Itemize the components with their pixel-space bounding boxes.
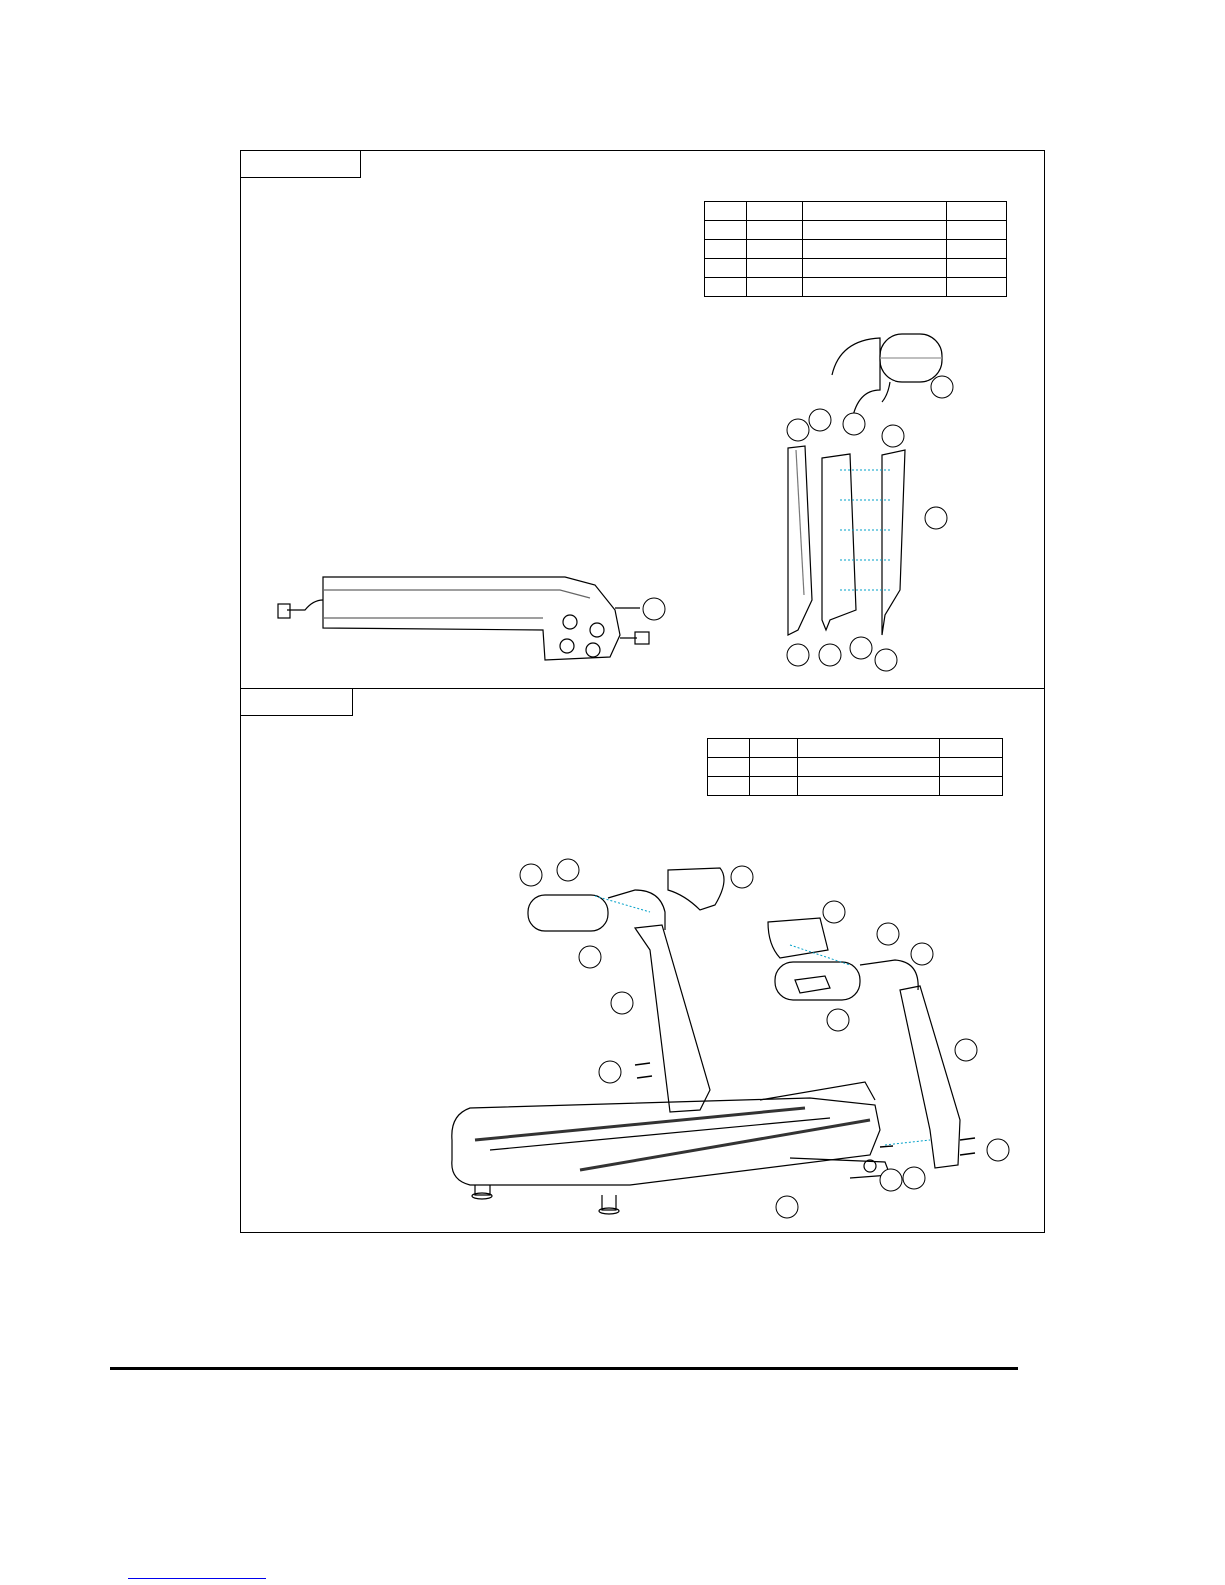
table-cell xyxy=(940,739,1003,758)
table-row xyxy=(708,777,1003,796)
table-cell xyxy=(802,259,946,278)
treadmill-assembly-drawing xyxy=(430,850,1040,1225)
step-2-label xyxy=(240,688,353,716)
step-divider xyxy=(240,688,1045,689)
table-cell xyxy=(746,221,802,240)
table-row xyxy=(708,739,1003,758)
table-cell xyxy=(802,278,946,297)
table-cell xyxy=(947,240,1007,259)
table-cell xyxy=(705,240,747,259)
table-row xyxy=(705,221,1007,240)
handrail-drawing xyxy=(275,560,675,670)
table-cell xyxy=(749,758,797,777)
step-1-parts-table xyxy=(704,201,1007,297)
table-row xyxy=(705,202,1007,221)
table-cell xyxy=(947,259,1007,278)
table-cell xyxy=(749,739,797,758)
table-row xyxy=(708,758,1003,777)
table-cell xyxy=(746,240,802,259)
table-cell xyxy=(708,758,750,777)
table-cell xyxy=(947,202,1007,221)
table-cell xyxy=(705,202,747,221)
table-cell xyxy=(708,777,750,796)
table-cell xyxy=(940,758,1003,777)
table-cell xyxy=(947,221,1007,240)
step-1-label xyxy=(240,150,361,178)
step-2-parts-table xyxy=(707,738,1003,796)
table-cell xyxy=(797,777,939,796)
table-cell xyxy=(746,278,802,297)
table-cell xyxy=(797,758,939,777)
table-cell xyxy=(802,202,946,221)
table-cell xyxy=(705,221,747,240)
table-cell xyxy=(940,777,1003,796)
table-cell xyxy=(749,777,797,796)
table-cell xyxy=(797,739,939,758)
upright-exploded-drawing xyxy=(770,330,1015,675)
table-row xyxy=(705,278,1007,297)
table-cell xyxy=(708,739,750,758)
table-cell xyxy=(746,202,802,221)
table-row xyxy=(705,240,1007,259)
table-cell xyxy=(705,278,747,297)
footer-rule xyxy=(110,1367,1018,1370)
table-cell xyxy=(705,259,747,278)
table-row xyxy=(705,259,1007,278)
table-cell xyxy=(802,221,946,240)
table-cell xyxy=(746,259,802,278)
table-cell xyxy=(802,240,946,259)
footer-link[interactable] xyxy=(128,1578,266,1579)
table-cell xyxy=(947,278,1007,297)
